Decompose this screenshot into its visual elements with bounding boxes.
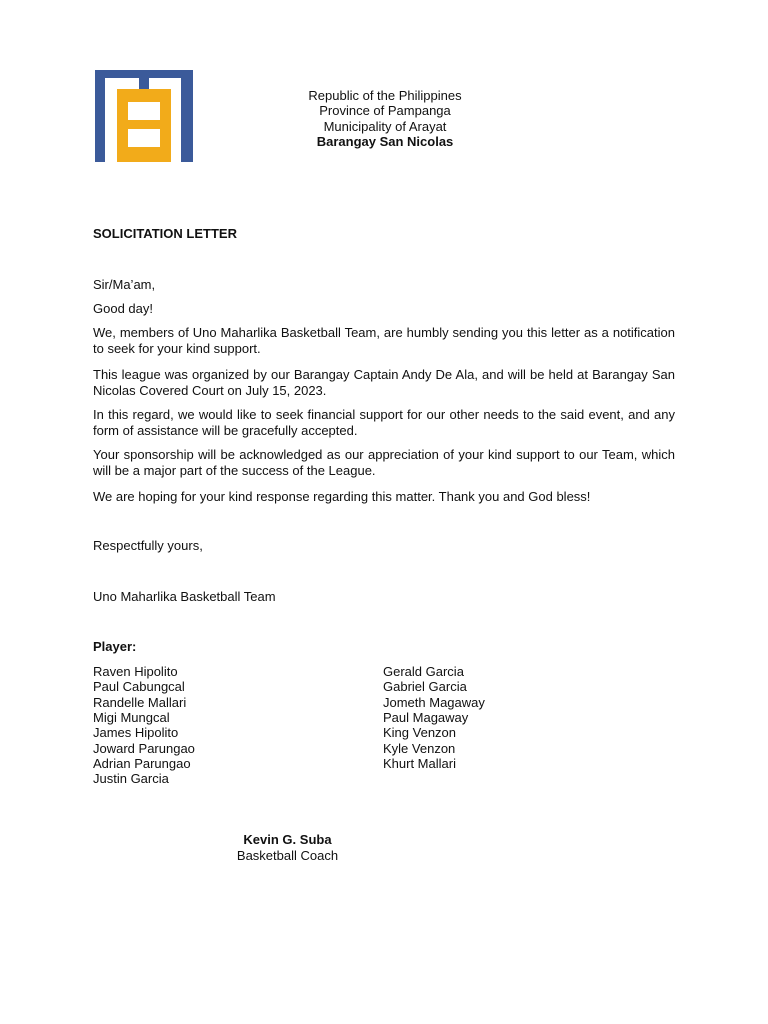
letterhead — [230, 88, 540, 149]
player-name: Khurt Mallari — [383, 756, 456, 772]
coach-signature-block — [220, 832, 355, 864]
greeting: Good day! — [93, 301, 153, 316]
players-column-2 — [383, 664, 485, 771]
signatory: Uno Maharlika Basketball Team — [93, 589, 276, 604]
player-name: Adrian Parungao — [93, 756, 191, 772]
player-name: Justin Garcia — [93, 771, 169, 787]
player-name: Kyle Venzon — [383, 740, 456, 756]
paragraph-4: Your sponsorship will be acknowledged as our appreciation of your kind support to our Team, which will be a major part of the success of the League. — [93, 447, 675, 478]
coach-title: Basketball Coach — [236, 848, 339, 863]
salutation: Sir/Ma’am, — [93, 277, 156, 292]
coach-name: Kevin G. Suba — [243, 832, 332, 847]
closing: Respectfully yours, — [93, 538, 203, 553]
barangay-logo — [95, 70, 193, 162]
player-name: Paul Cabungcal — [93, 679, 185, 695]
players-column-1 — [93, 664, 195, 787]
paragraph-3: In this regard, we would like to seek financial support for our other needs to the said event, and any form of assistance will be gracefully accepted. — [93, 407, 675, 438]
player-name: Gabriel Garcia — [383, 679, 467, 695]
header-municipality: Municipality of Arayat — [323, 118, 447, 134]
player-name: Raven Hipolito — [93, 664, 178, 679]
player-name: Migi Mungcal — [93, 710, 170, 726]
player-name: Paul Magaway — [383, 710, 469, 726]
player-name: Randelle Mallari — [93, 694, 187, 710]
paragraph-1: We, members of Uno Maharlika Basketball Team, are humbly sending you this letter as a notification to seek for your kind support. — [93, 325, 675, 356]
player-name: Joward Parungao — [93, 740, 195, 756]
header-province: Province of Pampanga — [319, 103, 451, 119]
header-barangay: Barangay San Nicolas — [316, 133, 454, 149]
letter-title: SOLICITATION LETTER — [93, 226, 237, 241]
player-name: James Hipolito — [93, 725, 179, 741]
players-label: Player: — [93, 639, 137, 654]
player-name: Gerald Garcia — [383, 664, 464, 679]
paragraph-2: This league was organized by our Barangay Captain Andy De Ala, and will be held at Barangay San Nicolas Covered Court on July 15, 2023. — [93, 367, 675, 398]
player-name: King Venzon — [383, 725, 457, 741]
header-republic: Republic of the Philippines — [308, 88, 462, 103]
player-name: Jometh Magaway — [383, 694, 485, 710]
paragraph-5: We are hoping for your kind response regarding this matter. Thank you and God bless! — [93, 489, 591, 504]
